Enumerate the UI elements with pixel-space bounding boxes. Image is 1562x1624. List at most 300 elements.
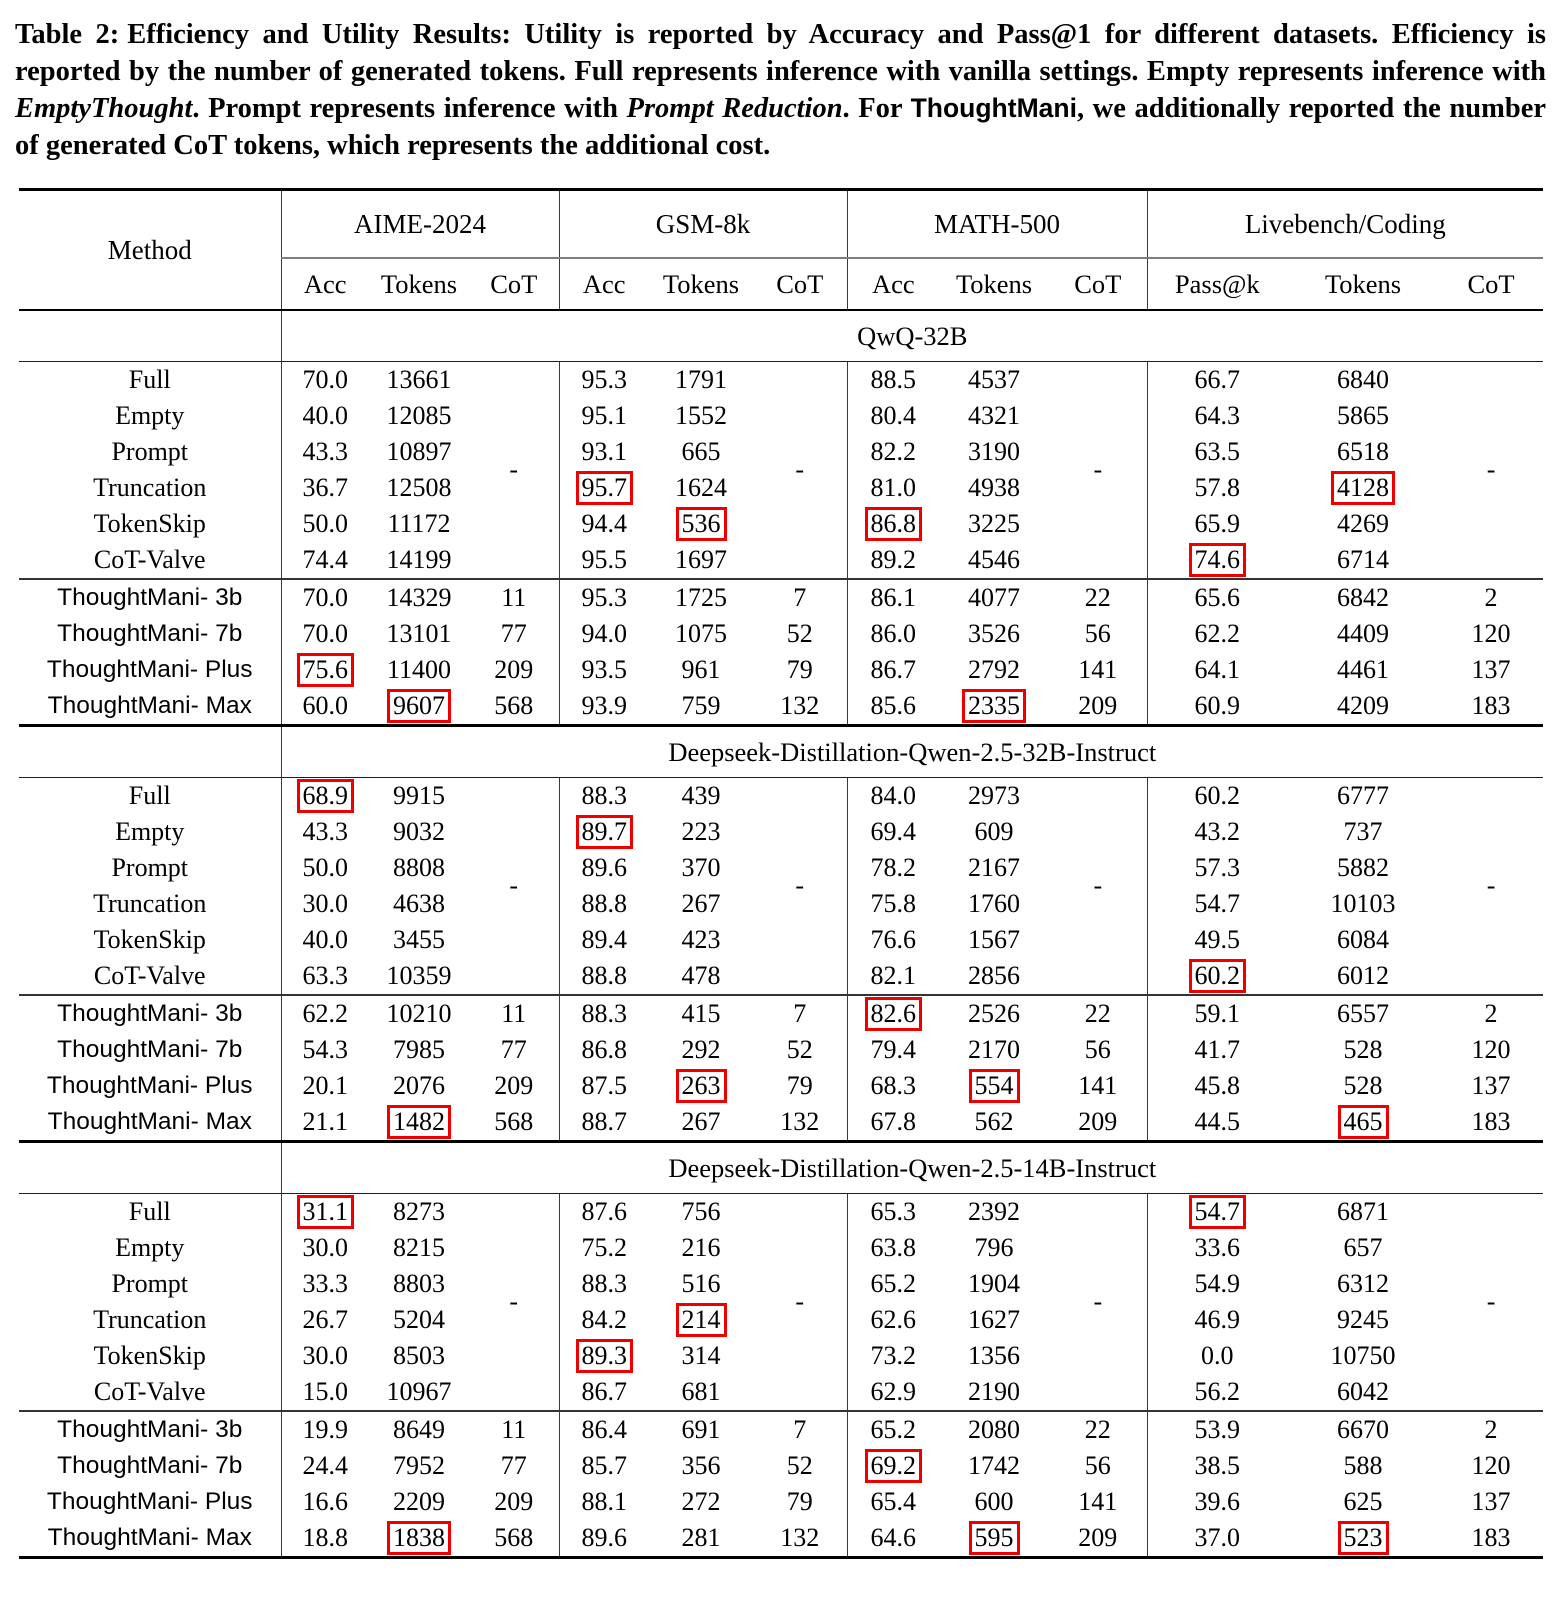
value-cell: 66.7 bbox=[1194, 365, 1241, 395]
value-cell: 10103 bbox=[1330, 889, 1396, 919]
highlighted-value: 4128 bbox=[1331, 471, 1395, 505]
value-cell: 8215 bbox=[393, 1233, 445, 1263]
value-cell: 64.1 bbox=[1194, 655, 1241, 685]
value-cell: 60.2 bbox=[1194, 781, 1241, 811]
value-cell: 0.0 bbox=[1201, 1341, 1234, 1371]
value-cell: 2190 bbox=[968, 1377, 1021, 1407]
caption-text-3: . For bbox=[842, 93, 911, 125]
value-cell: 7 bbox=[753, 579, 847, 616]
value-cell bbox=[939, 688, 1049, 726]
value-cell: 568 bbox=[469, 688, 559, 726]
section-title-spacer bbox=[19, 1142, 281, 1194]
value-cell: 24.4 bbox=[302, 1451, 348, 1481]
table-row bbox=[19, 1448, 1543, 1484]
value-cell: 84.2 bbox=[581, 1305, 627, 1335]
value-cell: 11 bbox=[469, 579, 559, 616]
column-header-method: Method bbox=[19, 190, 281, 311]
value-cell: 759 bbox=[681, 691, 721, 721]
value-cell: 11 bbox=[469, 1411, 559, 1448]
cot-placeholder: - bbox=[469, 1194, 559, 1412]
value-cell: 1075 bbox=[675, 619, 727, 649]
value-cell: 568 bbox=[469, 1520, 559, 1558]
value-cell: 85.6 bbox=[870, 691, 917, 721]
value-cell: 6871 bbox=[1337, 1197, 1390, 1227]
value-cell: 2170 bbox=[968, 1035, 1021, 1065]
value-cell: 77 bbox=[469, 1032, 559, 1068]
value-cell: 4321 bbox=[968, 401, 1021, 431]
value-cell: 14199 bbox=[386, 545, 452, 575]
value-cell: 2080 bbox=[939, 1411, 1049, 1448]
value-cell: 68.3 bbox=[870, 1071, 917, 1101]
highlighted-value: 75.6 bbox=[297, 653, 355, 687]
group-header-gsm-8k: GSM-8k bbox=[559, 190, 847, 259]
method-name: ThoughtMani- 7b bbox=[19, 616, 281, 652]
value-cell: 89.2 bbox=[870, 545, 917, 575]
caption-label: Table 2: bbox=[15, 19, 120, 50]
value-cell: 756 bbox=[681, 1197, 721, 1227]
value-cell bbox=[939, 1068, 1049, 1104]
method-name: CoT-Valve bbox=[19, 958, 281, 995]
value-cell: 77 bbox=[469, 1448, 559, 1484]
column-header: Tokens bbox=[649, 258, 753, 310]
value-cell: 74.4 bbox=[302, 545, 348, 575]
value-cell: 10967 bbox=[386, 1377, 452, 1407]
value-cell: 46.9 bbox=[1194, 1305, 1241, 1335]
column-header: Tokens bbox=[939, 258, 1049, 310]
value-cell: 600 bbox=[974, 1487, 1014, 1517]
value-cell: 22 bbox=[1049, 579, 1147, 616]
caption-thoughtmani: ThoughtMani bbox=[910, 93, 1077, 124]
cot-placeholder: - bbox=[1049, 362, 1147, 580]
value-cell: 2 bbox=[1439, 579, 1543, 616]
method-name: Truncation bbox=[19, 886, 281, 922]
highlighted-value: 595 bbox=[969, 1521, 1020, 1555]
value-cell: 665 bbox=[681, 437, 721, 467]
column-header: CoT bbox=[1049, 258, 1147, 310]
value-cell: 3526 bbox=[968, 619, 1021, 649]
method-name: ThoughtMani- 3b bbox=[19, 1411, 281, 1448]
value-cell: 16.6 bbox=[302, 1487, 348, 1517]
value-cell: 20.1 bbox=[302, 1071, 348, 1101]
value-cell: 75.8 bbox=[870, 889, 917, 919]
table-row bbox=[19, 362, 1543, 399]
section-title-row bbox=[19, 310, 1543, 362]
value-cell: 59.1 bbox=[1147, 995, 1287, 1032]
value-cell: 70.0 bbox=[302, 365, 348, 395]
value-cell: 1697 bbox=[675, 545, 727, 575]
value-cell: 79 bbox=[753, 1484, 847, 1520]
value-cell: 3455 bbox=[393, 925, 445, 955]
cot-placeholder: - bbox=[469, 778, 559, 996]
method-name: ThoughtMani- Max bbox=[19, 688, 281, 726]
value-cell bbox=[281, 1194, 369, 1231]
table-section bbox=[19, 310, 1543, 726]
group-header-math-500: MATH-500 bbox=[847, 190, 1147, 259]
value-cell: 60.9 bbox=[1194, 691, 1241, 721]
highlighted-value: 214 bbox=[676, 1303, 727, 1337]
value-cell: 6557 bbox=[1287, 995, 1439, 1032]
highlighted-value: 86.8 bbox=[865, 507, 923, 541]
value-cell: 88.3 bbox=[581, 1269, 627, 1299]
value-cell: 209 bbox=[469, 652, 559, 688]
value-cell: 62.2 bbox=[281, 995, 369, 1032]
value-cell: 657 bbox=[1343, 1233, 1383, 1263]
cot-placeholder: - bbox=[1486, 455, 1496, 485]
value-cell: 19.9 bbox=[281, 1411, 369, 1448]
value-cell: 1904 bbox=[968, 1269, 1021, 1299]
value-cell: 516 bbox=[681, 1269, 721, 1299]
value-cell: 7 bbox=[753, 995, 847, 1032]
value-cell: 562 bbox=[974, 1107, 1014, 1137]
value-cell bbox=[1287, 1520, 1439, 1558]
table-section bbox=[19, 726, 1543, 1142]
table-row bbox=[19, 1411, 1543, 1448]
value-cell: 65.3 bbox=[870, 1197, 917, 1227]
value-cell: 64.6 bbox=[870, 1523, 917, 1553]
highlighted-value: 9607 bbox=[387, 689, 451, 723]
value-cell: 625 bbox=[1343, 1487, 1383, 1517]
value-cell bbox=[559, 1338, 649, 1374]
value-cell: 2076 bbox=[393, 1071, 445, 1101]
value-cell: 84.0 bbox=[870, 781, 917, 811]
column-header: CoT bbox=[753, 258, 847, 310]
value-cell: 95.1 bbox=[581, 401, 627, 431]
caption-text-1: Efficiency and Utility Results: Utility is reported by Accuracy and Pass@1 for different datasets. Efficiency is reported by the number of generated tokens. Full represents inference with vanilla settings. Empty represents inference with bbox=[15, 19, 1546, 88]
method-name: ThoughtMani- 7b bbox=[19, 1448, 281, 1484]
value-cell: 141 bbox=[1049, 1068, 1147, 1104]
value-cell bbox=[649, 506, 753, 542]
value-cell: 6012 bbox=[1337, 961, 1390, 991]
value-cell bbox=[847, 1448, 939, 1484]
value-cell: 8503 bbox=[393, 1341, 445, 1371]
cot-placeholder: - bbox=[1486, 1287, 1496, 1317]
column-header: Tokens bbox=[369, 258, 469, 310]
cot-placeholder: - bbox=[469, 362, 559, 580]
value-cell: 33.3 bbox=[302, 1269, 348, 1299]
value-cell: 272 bbox=[681, 1487, 721, 1517]
value-cell: 87.5 bbox=[581, 1071, 627, 1101]
value-cell: 85.7 bbox=[581, 1451, 627, 1481]
section-title-spacer bbox=[19, 310, 281, 362]
value-cell: 7985 bbox=[393, 1035, 445, 1065]
value-cell: 39.6 bbox=[1194, 1487, 1241, 1517]
value-cell: 86.0 bbox=[870, 619, 917, 649]
value-cell: 132 bbox=[753, 1520, 847, 1558]
value-cell: 94.0 bbox=[581, 619, 627, 649]
value-cell: 2209 bbox=[393, 1487, 445, 1517]
value-cell: 691 bbox=[649, 1411, 753, 1448]
value-cell: 65.9 bbox=[1194, 509, 1241, 539]
value-cell: 6842 bbox=[1287, 579, 1439, 616]
value-cell: 64.3 bbox=[1194, 401, 1241, 431]
value-cell: 1725 bbox=[649, 579, 753, 616]
column-header: Pass@k bbox=[1147, 258, 1287, 310]
value-cell: 65.4 bbox=[870, 1487, 917, 1517]
highlighted-value: 60.2 bbox=[1189, 959, 1247, 993]
value-cell: 62.9 bbox=[870, 1377, 917, 1407]
value-cell: 1567 bbox=[968, 925, 1021, 955]
value-cell: 70.0 bbox=[281, 579, 369, 616]
value-cell: 292 bbox=[681, 1035, 721, 1065]
value-cell: 45.8 bbox=[1194, 1071, 1241, 1101]
highlighted-value: 263 bbox=[676, 1069, 727, 1103]
value-cell: 10210 bbox=[369, 995, 469, 1032]
value-cell: 54.3 bbox=[302, 1035, 348, 1065]
section-title: QwQ-32B bbox=[281, 310, 1543, 362]
value-cell: 141 bbox=[1049, 652, 1147, 688]
value-cell: 4537 bbox=[968, 365, 1021, 395]
value-cell: 223 bbox=[681, 817, 721, 847]
value-cell: 1627 bbox=[968, 1305, 1021, 1335]
group-header-aime-2024: AIME-2024 bbox=[281, 190, 559, 259]
method-name: ThoughtMani- Plus bbox=[19, 1484, 281, 1520]
value-cell: 4461 bbox=[1337, 655, 1390, 685]
value-cell: 6084 bbox=[1337, 925, 1390, 955]
cot-placeholder: - bbox=[753, 362, 847, 580]
value-cell: 1791 bbox=[675, 365, 727, 395]
value-cell: 796 bbox=[974, 1233, 1014, 1263]
value-cell: 44.5 bbox=[1194, 1107, 1241, 1137]
section-title: Deepseek-Distillation-Qwen-2.5-14B-Instruct bbox=[281, 1142, 1543, 1194]
value-cell: 41.7 bbox=[1194, 1035, 1241, 1065]
value-cell: 6714 bbox=[1337, 545, 1390, 575]
table-row bbox=[19, 688, 1543, 726]
value-cell: 86.4 bbox=[559, 1411, 649, 1448]
value-cell: 13661 bbox=[386, 365, 452, 395]
highlighted-value: 74.6 bbox=[1189, 543, 1247, 577]
value-cell: 18.8 bbox=[302, 1523, 348, 1553]
value-cell: 4938 bbox=[968, 473, 1021, 503]
method-name: Empty bbox=[19, 814, 281, 850]
method-name: Full bbox=[19, 362, 281, 399]
caption-emphasis-prompt-reduction: Prompt Reduction bbox=[626, 93, 843, 125]
method-name: ThoughtMani- 7b bbox=[19, 1032, 281, 1068]
method-name: ThoughtMani- Max bbox=[19, 1104, 281, 1142]
value-cell: 9245 bbox=[1337, 1305, 1390, 1335]
results-table bbox=[19, 188, 1543, 1559]
column-header: Acc bbox=[847, 258, 939, 310]
value-cell: 52 bbox=[753, 1032, 847, 1068]
value-cell bbox=[559, 814, 649, 850]
group-header-row bbox=[19, 190, 1543, 259]
value-cell: 120 bbox=[1471, 1451, 1511, 1481]
value-cell: 43.2 bbox=[1194, 817, 1241, 847]
value-cell: 82.1 bbox=[870, 961, 917, 991]
table-row bbox=[19, 1032, 1543, 1068]
cot-placeholder: - bbox=[1049, 1194, 1147, 1412]
method-name: ThoughtMani- 3b bbox=[19, 995, 281, 1032]
value-cell bbox=[847, 506, 939, 542]
value-cell: 10359 bbox=[386, 961, 452, 991]
table-row bbox=[19, 652, 1543, 688]
method-name: CoT-Valve bbox=[19, 1374, 281, 1411]
value-cell: 439 bbox=[681, 781, 721, 811]
value-cell: 209 bbox=[469, 1068, 559, 1104]
value-cell: 80.4 bbox=[870, 401, 917, 431]
value-cell: 40.0 bbox=[302, 401, 348, 431]
value-cell: 356 bbox=[681, 1451, 721, 1481]
value-cell: 73.2 bbox=[870, 1341, 917, 1371]
value-cell: 79 bbox=[753, 1068, 847, 1104]
value-cell bbox=[369, 1520, 469, 1558]
value-cell: 57.3 bbox=[1194, 853, 1241, 883]
value-cell: 82.2 bbox=[870, 437, 917, 467]
column-header: Tokens bbox=[1287, 258, 1439, 310]
value-cell: 2792 bbox=[968, 655, 1021, 685]
method-name: Full bbox=[19, 1194, 281, 1231]
value-cell: 54.7 bbox=[1194, 889, 1241, 919]
value-cell: 14329 bbox=[369, 579, 469, 616]
value-cell: 9032 bbox=[393, 817, 445, 847]
table-row bbox=[19, 995, 1543, 1032]
value-cell: 9915 bbox=[393, 781, 445, 811]
method-name: CoT-Valve bbox=[19, 542, 281, 579]
value-cell bbox=[847, 995, 939, 1032]
value-cell: 183 bbox=[1471, 1523, 1511, 1553]
value-cell: 53.9 bbox=[1147, 1411, 1287, 1448]
value-cell: 183 bbox=[1471, 691, 1511, 721]
value-cell: 49.5 bbox=[1194, 925, 1241, 955]
value-cell: 94.4 bbox=[581, 509, 627, 539]
method-name: ThoughtMani- 3b bbox=[19, 579, 281, 616]
value-cell: 63.3 bbox=[302, 961, 348, 991]
highlighted-value: 89.7 bbox=[576, 815, 634, 849]
table-row bbox=[19, 1194, 1543, 1231]
method-name: Full bbox=[19, 778, 281, 815]
value-cell: 6518 bbox=[1337, 437, 1390, 467]
value-cell: 6777 bbox=[1337, 781, 1390, 811]
value-cell: 78.2 bbox=[870, 853, 917, 883]
value-cell: 3190 bbox=[968, 437, 1021, 467]
value-cell: 87.6 bbox=[581, 1197, 627, 1227]
cot-placeholder: - bbox=[1486, 871, 1496, 901]
value-cell: 588 bbox=[1343, 1451, 1383, 1481]
value-cell: 43.3 bbox=[302, 437, 348, 467]
value-cell: 2392 bbox=[968, 1197, 1021, 1227]
value-cell: 76.6 bbox=[870, 925, 917, 955]
table-row bbox=[19, 1520, 1543, 1558]
method-name: Truncation bbox=[19, 1302, 281, 1338]
method-name: Empty bbox=[19, 1230, 281, 1266]
value-cell bbox=[281, 652, 369, 688]
highlighted-value: 95.7 bbox=[576, 471, 634, 505]
value-cell: 89.4 bbox=[581, 925, 627, 955]
value-cell: 60.0 bbox=[302, 691, 348, 721]
section-title-row bbox=[19, 726, 1543, 778]
value-cell: 30.0 bbox=[302, 889, 348, 919]
value-cell: 132 bbox=[753, 1104, 847, 1142]
highlighted-value: 536 bbox=[676, 507, 727, 541]
value-cell: 5204 bbox=[393, 1305, 445, 1335]
value-cell: 77 bbox=[469, 616, 559, 652]
value-cell: 8649 bbox=[369, 1411, 469, 1448]
value-cell: 63.8 bbox=[870, 1233, 917, 1263]
value-cell bbox=[1147, 958, 1287, 995]
value-cell bbox=[559, 470, 649, 506]
value-cell: 314 bbox=[681, 1341, 721, 1371]
value-cell: 37.0 bbox=[1194, 1523, 1241, 1553]
value-cell: 86.7 bbox=[581, 1377, 627, 1407]
value-cell: 1552 bbox=[675, 401, 727, 431]
table-section bbox=[19, 1142, 1543, 1558]
value-cell: 67.8 bbox=[870, 1107, 917, 1137]
value-cell: 22 bbox=[1049, 995, 1147, 1032]
value-cell: 609 bbox=[974, 817, 1014, 847]
value-cell: 4638 bbox=[393, 889, 445, 919]
method-name: Empty bbox=[19, 398, 281, 434]
value-cell: 52 bbox=[753, 1448, 847, 1484]
value-cell: 5865 bbox=[1337, 401, 1390, 431]
highlighted-value: 54.7 bbox=[1189, 1195, 1247, 1229]
caption-text-4: , we additionally reported the number of generated CoT tokens, which represents the additional cost. bbox=[15, 93, 1546, 162]
value-cell: 528 bbox=[1343, 1035, 1383, 1065]
value-cell: 86.1 bbox=[847, 579, 939, 616]
column-header: Acc bbox=[281, 258, 369, 310]
value-cell: 137 bbox=[1471, 1071, 1511, 1101]
method-name: TokenSkip bbox=[19, 922, 281, 958]
highlighted-value: 465 bbox=[1338, 1105, 1389, 1139]
value-cell: 8808 bbox=[393, 853, 445, 883]
value-cell: 4409 bbox=[1337, 619, 1390, 649]
value-cell bbox=[369, 1104, 469, 1142]
value-cell: 65.2 bbox=[847, 1411, 939, 1448]
value-cell: 1742 bbox=[968, 1451, 1021, 1481]
value-cell: 65.6 bbox=[1147, 579, 1287, 616]
value-cell: 38.5 bbox=[1194, 1451, 1241, 1481]
value-cell: 528 bbox=[1343, 1071, 1383, 1101]
highlighted-value: 31.1 bbox=[297, 1195, 355, 1229]
value-cell: 15.0 bbox=[302, 1377, 348, 1407]
value-cell: 1760 bbox=[968, 889, 1021, 919]
value-cell: 7 bbox=[753, 1411, 847, 1448]
table-row bbox=[19, 1104, 1543, 1142]
value-cell: 57.8 bbox=[1194, 473, 1241, 503]
highlighted-value: 523 bbox=[1338, 1521, 1389, 1555]
value-cell: 30.0 bbox=[302, 1233, 348, 1263]
value-cell: 2973 bbox=[968, 781, 1021, 811]
value-cell: 12508 bbox=[386, 473, 452, 503]
value-cell: 11172 bbox=[387, 509, 451, 539]
value-cell: 70.0 bbox=[302, 619, 348, 649]
value-cell: 56.2 bbox=[1194, 1377, 1241, 1407]
value-cell: 88.5 bbox=[870, 365, 917, 395]
value-cell: 1356 bbox=[968, 1341, 1021, 1371]
caption-emphasis-emptythought: EmptyThought bbox=[15, 93, 193, 125]
highlighted-value: 2335 bbox=[962, 689, 1026, 723]
value-cell: 737 bbox=[1343, 817, 1383, 847]
value-cell: 86.8 bbox=[581, 1035, 627, 1065]
value-cell: 22 bbox=[1049, 1411, 1147, 1448]
value-cell bbox=[649, 1068, 753, 1104]
table-row bbox=[19, 778, 1543, 815]
value-cell bbox=[1147, 1194, 1287, 1231]
value-cell: 89.6 bbox=[581, 853, 627, 883]
section-title-row bbox=[19, 1142, 1543, 1194]
value-cell: 56 bbox=[1049, 616, 1147, 652]
value-cell: 10897 bbox=[386, 437, 452, 467]
value-cell bbox=[281, 778, 369, 815]
value-cell: 216 bbox=[681, 1233, 721, 1263]
value-cell: 209 bbox=[469, 1484, 559, 1520]
value-cell: 50.0 bbox=[302, 853, 348, 883]
value-cell: 137 bbox=[1471, 655, 1511, 685]
value-cell: 6042 bbox=[1337, 1377, 1390, 1407]
value-cell: 6670 bbox=[1287, 1411, 1439, 1448]
value-cell: 33.6 bbox=[1194, 1233, 1241, 1263]
value-cell: 26.7 bbox=[302, 1305, 348, 1335]
highlighted-value: 82.6 bbox=[865, 997, 923, 1031]
value-cell: 95.5 bbox=[581, 545, 627, 575]
